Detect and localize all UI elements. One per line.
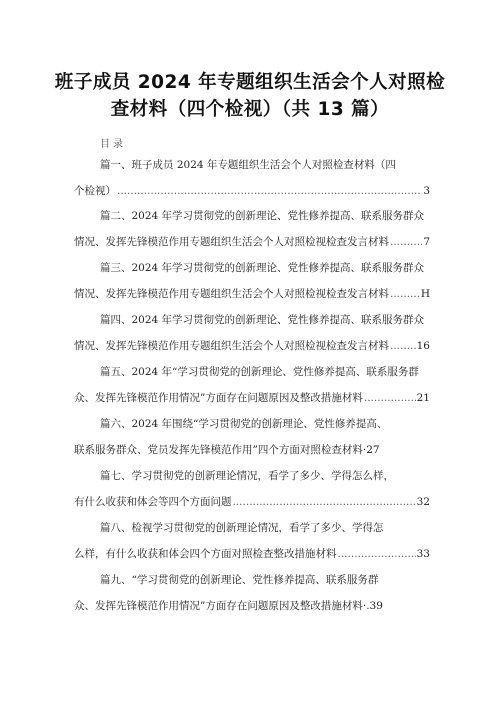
toc-entry-title: 篇四、2024 年学习贯彻党的创新理论、党性修养提高、联系服务群众 (100, 314, 425, 326)
dot-leader (117, 185, 422, 198)
toc-page-number: 3 (423, 185, 430, 197)
toc-entry-title-cont: 个检视） (74, 185, 116, 197)
toc-entry-title-cont: 情况、发挥先锋模范作用专题组织生活会个人对照检视检查发言材料 (74, 340, 389, 352)
toc-entry-title-cont: 有什么收获和体会等四个方面问题 (74, 496, 232, 508)
toc-page-number: 21 (416, 392, 430, 404)
toc-entry-title: 篇五、2024 年“学习贯彻党的创新理论、党性修养提高、联系服务群 (100, 366, 419, 378)
toc-entry-4[interactable] (74, 314, 430, 353)
toc-entry-1[interactable] (74, 159, 430, 198)
toc-page-number: 16 (416, 340, 430, 352)
toc-entry-2[interactable] (74, 210, 430, 249)
toc-entry-9[interactable] (74, 574, 430, 613)
toc-entry-title-cont: 情况、发挥先锋模范作用专题组织生活会个人对照检视检查发言材料 (74, 236, 389, 248)
document-title-line1: 班子成员 2024 年专题组织生活会个人对照检 (54, 72, 446, 93)
toc-entry-title-cont: 么样，有什么收获和体会四个方面对照检查整改措施材料 (74, 548, 337, 560)
toc-page-number: .39 (366, 600, 383, 612)
toc-entry-title: 篇九、“学习贯彻党的创新理论、党性修养提高、联系服务群 (100, 574, 379, 586)
toc-entry-title-cont: 众、发挥先锋模范作用情况”方面存在问题原因及整改措施材料 (74, 392, 363, 404)
dot-leader (233, 496, 416, 509)
toc-entry-5[interactable] (74, 366, 430, 405)
dot-leader (390, 236, 422, 249)
toc-entry-title: 篇二、2024 年学习贯彻党的创新理论、党性修养提高、联系服务群众 (100, 210, 425, 222)
toc-entry-title: 篇六、2024 年围绕“学习贯彻党的创新理论、党性修养提高、 (100, 418, 388, 430)
dot-leader (390, 288, 420, 301)
toc-page-number: 27 (366, 444, 380, 456)
toc-entry-3[interactable] (74, 262, 430, 301)
dot-leader (390, 340, 416, 353)
toc-entry-title: 篇七、学习贯彻党的创新理论情况，看学了多少、学得怎么样， (100, 470, 394, 482)
toc-entry-title-cont: 联系服务群众、党员发挥先锋模范作用”四个方面对照检查材料· (74, 444, 367, 456)
toc-entry-title-cont: 众、发挥先锋模范作用情况”方面存在问题原因及整改措施材料· (74, 600, 367, 612)
document-title-line2: 查材料（四个检视）（共 13 篇） (110, 99, 390, 120)
toc-page-number: 7 (423, 236, 430, 248)
toc-page-number: 33 (416, 548, 430, 560)
dot-leader (364, 392, 416, 405)
dot-leader (338, 548, 416, 561)
toc-entry-8[interactable] (74, 522, 430, 561)
toc-heading: 目录 (100, 139, 126, 150)
toc-entry-title: 篇八、检视学习贯彻党的创新理论情况，看学了多少、学得怎 (100, 522, 384, 534)
toc-entry-title: 篇三、2024 年学习贯彻党的创新理论、党性修养提高、联系服务群众 (100, 262, 425, 274)
toc-entry-6[interactable] (74, 418, 430, 457)
toc-entry-7[interactable] (74, 470, 430, 509)
toc-page-number: 32 (416, 496, 430, 508)
toc-entry-title-cont: 情况、发挥先锋模范作用专题组织生活会个人对照检视检查发言材料 (74, 288, 389, 300)
toc-page-number: H (420, 288, 430, 300)
toc-entry-title: 篇一、班子成员 2024 年专题组织生活会个人对照检查材料（四 (100, 159, 396, 171)
